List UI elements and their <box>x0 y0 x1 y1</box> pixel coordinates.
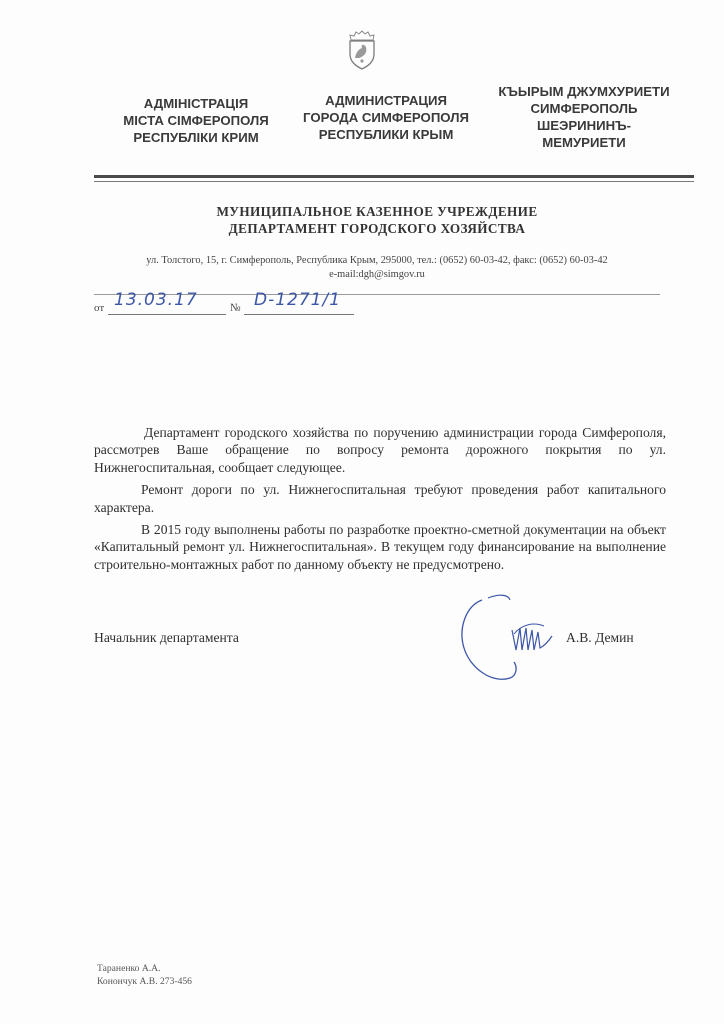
executor-footer <box>97 962 192 988</box>
date-underline <box>108 314 226 315</box>
header-right-line-3: ШЕЭРИНИНЪ- <box>536 118 632 133</box>
header-ukrainian <box>98 95 294 146</box>
executor-line-1: Тараненко А.А. <box>97 963 161 974</box>
header-divider-thick <box>94 175 694 178</box>
number-underline <box>244 314 354 315</box>
registration-block <box>94 290 394 318</box>
signatory-name: А.В. Демин <box>566 630 634 645</box>
body-paragraph-1: Департамент городского хозяйства по поручению администрации города Симферополя, рассмотрев Ваше обращение по вопросу ремонта дорожного покрытия по ул. Нижнегоспитальная, сообщает следующее. <box>94 425 666 475</box>
body-paragraph-2: Ремонт дороги по ул. Нижнегоспитальная требуют проведения работ капитального характера. <box>94 482 666 515</box>
contact-block <box>94 254 660 282</box>
signatory-title: Начальник департамента <box>94 630 239 645</box>
header-center-line-2: ГОРОДА СИМФЕРОПОЛЯ <box>303 110 469 125</box>
organization-line-2: ДЕПАРТАМЕНТ ГОРОДСКОГО ХОЗЯЙСТВА <box>228 221 526 236</box>
organization-title <box>94 203 660 237</box>
handwritten-date: 13.03.17 <box>114 290 198 310</box>
letter-body <box>94 424 666 573</box>
handwritten-signature <box>452 588 564 688</box>
date-label: от <box>94 302 105 314</box>
number-label: № <box>230 302 241 314</box>
header-center-line-1: АДМИНИСТРАЦИЯ <box>325 93 447 108</box>
contact-email: e-mail:dgh@simgov.ru <box>329 269 425 280</box>
executor-line-2: Конончук А.В. 273-456 <box>97 976 192 987</box>
header-left-line-3: РЕСПУБЛІКИ КРИМ <box>133 130 259 145</box>
header-center-line-3: РЕСПУБЛИКИ КРЫМ <box>318 127 454 142</box>
body-paragraph-3: В 2015 году выполнены работы по разработке проектно-сметной документации на объект «Капитальный ремонт ул. Нижнегоспитальная». В текущем году финансирование на выполнение строительно-монтажных работ по данному объекту не предусмотрено. <box>94 522 666 572</box>
header-crimean-tatar <box>486 83 682 151</box>
header-left-line-1: АДМІНІСТРАЦІЯ <box>143 96 249 111</box>
header-right-line-1: КЪЫРЫМ ДЖУМХУРИЕТИ <box>498 84 670 99</box>
header-russian <box>288 92 484 143</box>
organization-line-1: МУНИЦИПАЛЬНОЕ КАЗЕННОЕ УЧРЕЖДЕНИЕ <box>216 204 538 219</box>
crimea-coat-of-arms-icon <box>346 30 378 70</box>
handwritten-number: D-1271/1 <box>254 290 342 310</box>
header-left-line-2: МІСТА СІМФЕРОПОЛЯ <box>123 113 269 128</box>
contact-address: ул. Толстого, 15, г. Симферополь, Республика Крым, 295000, тел.: (0652) 60-03-42, факс: (0652) 60-03-42 <box>146 255 608 266</box>
header-right-line-2: СИМФЕРОПОЛЬ <box>530 101 638 116</box>
header-right-line-4: МЕМУРИЕТИ <box>542 135 626 150</box>
header-divider-thin <box>94 181 694 182</box>
